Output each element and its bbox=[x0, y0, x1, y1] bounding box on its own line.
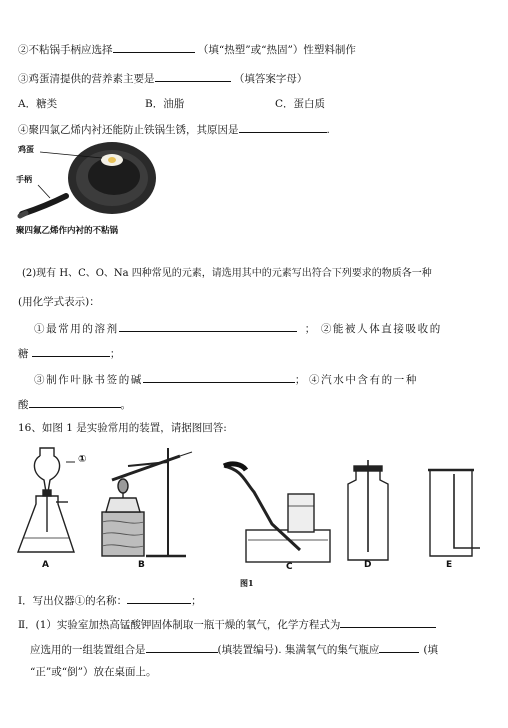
q2-item4-cont: 酸 bbox=[18, 399, 29, 411]
q1-item4-blank[interactable] bbox=[239, 121, 327, 133]
q2-item2-cont-row bbox=[18, 345, 120, 361]
q16-part2-orientation-blank[interactable] bbox=[379, 641, 419, 653]
q2-item1-row bbox=[34, 320, 442, 336]
q2-item2-blank[interactable] bbox=[32, 345, 110, 357]
q2-item2-cont: 糖 bbox=[18, 348, 29, 360]
apparatus-label-d: D bbox=[364, 560, 372, 570]
q1-item3 bbox=[18, 70, 307, 86]
q1-item4-suffix: . bbox=[326, 124, 330, 136]
apparatus-label-c: C bbox=[286, 562, 293, 572]
q16-part2-text2c: (填 bbox=[423, 644, 438, 656]
q2-intro-line2: (用化学式表示)： bbox=[18, 296, 100, 308]
q1-item2-blank[interactable] bbox=[113, 41, 195, 53]
q1-item2-suffix: （填“热塑”或“热固”）性塑料制作 bbox=[197, 44, 356, 56]
q1-item4-prefix: ④聚四氯乙烯内衬还能防止铁锅生锈，其原因是 bbox=[18, 124, 239, 136]
q2-item1-sep: ； bbox=[304, 323, 317, 335]
apparatus-e-drawing bbox=[428, 470, 480, 556]
q16-part2-line1 bbox=[18, 616, 436, 632]
q2-item3-label: ③制作叶脉书签的碱 bbox=[34, 374, 143, 386]
q2-item2-end: ； bbox=[109, 348, 121, 360]
q16-stem: 16、如图 1 是实验常用的装置，请据图回答: bbox=[18, 422, 227, 434]
q1-item3-suffix: （填答案字母） bbox=[233, 73, 308, 85]
q16-part1-blank[interactable] bbox=[127, 592, 191, 604]
q1-option-b: B．油脂 bbox=[145, 98, 185, 110]
q1-option-a: A．糖类 bbox=[18, 98, 58, 110]
q16-part1 bbox=[18, 592, 202, 608]
apparatus-label-b: B bbox=[138, 560, 145, 570]
pan-handle-label: 手柄 bbox=[16, 174, 32, 184]
q2-intro-line1: (2)现有 H、C、O、Na 四种常见的元素，请选用其中的元素写出符合下列要求的物质各一种 bbox=[22, 268, 432, 279]
q16-part2-text2b: (填装置编号). 集满氧气的集气瓶应 bbox=[217, 644, 380, 656]
q16-part2-line2 bbox=[30, 641, 438, 657]
q2-item2-label: ②能被人体直接吸收的 bbox=[320, 323, 442, 335]
q16-part2-text2a: 应选用的一组装置组合是 bbox=[30, 644, 146, 656]
q2-item1-blank[interactable] bbox=[119, 320, 297, 332]
q1-item2 bbox=[18, 41, 356, 57]
q2-item4-end: 。 bbox=[120, 399, 131, 411]
q2-item3-sep: ； bbox=[294, 374, 308, 386]
q1-option-c: C．蛋白质 bbox=[275, 98, 326, 110]
q16-part2-equation-blank[interactable] bbox=[340, 616, 436, 628]
q1-item3-blank[interactable] bbox=[155, 70, 231, 82]
apparatus-a-drawing bbox=[18, 448, 75, 552]
pan-caption: 聚四氟乙烯作内衬的不粘锅 bbox=[16, 226, 119, 236]
q1-item4 bbox=[18, 121, 330, 137]
q16-part2-combo-blank[interactable] bbox=[146, 641, 218, 653]
apparatus-d-drawing bbox=[348, 460, 388, 560]
q16-part1-prefix: Ⅰ．写出仪器①的名称： bbox=[18, 595, 128, 607]
q1-item2-prefix: ②不粘锅手柄应选择 bbox=[18, 44, 113, 56]
nonstick-pan-figure bbox=[16, 140, 166, 240]
figure-1-caption: 图1 bbox=[240, 578, 254, 588]
pan-egg-label: 鸡蛋 bbox=[18, 144, 34, 154]
q16-part1-suffix: ； bbox=[191, 595, 202, 607]
q1-item3-prefix: ③鸡蛋清提供的营养素主要是 bbox=[18, 73, 155, 85]
apparatus-figure bbox=[10, 440, 490, 576]
q2-item4-cont-row bbox=[18, 396, 131, 412]
apparatus-label-a: A bbox=[42, 560, 49, 570]
apparatus-label-e: E bbox=[446, 560, 453, 570]
q2-item4-label: ④汽水中含有的一种 bbox=[309, 374, 418, 386]
q16-part2-line3: “正”或“倒”）放在桌面上。 bbox=[30, 666, 157, 678]
q16-part2-text1: Ⅱ．(1）实验室加热高锰酸钾固体制取一瓶干燥的氧气，化学方程式为 bbox=[18, 619, 341, 631]
q2-item3-row bbox=[34, 371, 418, 387]
q2-item3-blank[interactable] bbox=[143, 371, 295, 383]
apparatus-b-drawing bbox=[102, 448, 192, 556]
apparatus-marker-1: ① bbox=[78, 454, 87, 465]
q2-item4-blank[interactable] bbox=[29, 396, 121, 408]
apparatus-c-drawing bbox=[224, 464, 330, 562]
q2-item1-label: ①最常用的溶剂 bbox=[34, 323, 119, 335]
